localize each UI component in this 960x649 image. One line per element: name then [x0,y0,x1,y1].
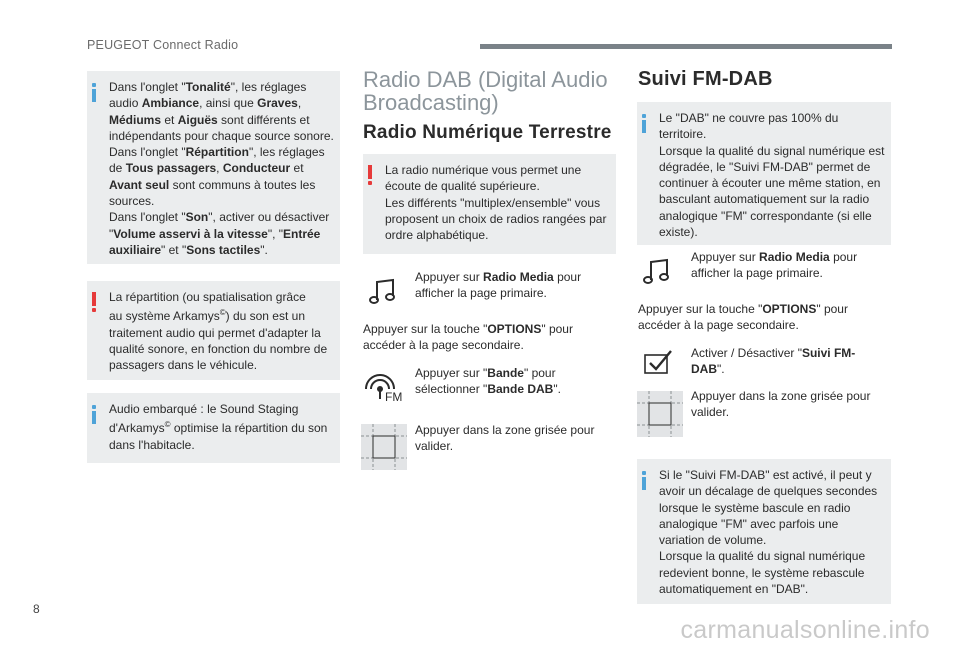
text-line: existe). [659,225,698,240]
info-box-text [659,110,891,240]
text-line: avoir un décalage de quelques secondes [659,484,878,499]
text-line: Le "DAB" ne couvre pas 100% du [659,111,839,125]
info-box-text [659,467,891,597]
text-line: Si le "Suivi FM-DAB" est activé, il peut y [659,468,872,482]
text-line: Appuyer sur "Bande" pour [415,366,556,380]
touch-zone-icon [637,391,683,437]
text-line: variation de volume. [659,533,767,548]
checkbox-icon [643,347,675,377]
music-note-icon [641,256,675,286]
text-line: proposent un choix de radios rangées par [385,211,607,226]
text-line: d'Arkamys© optimise la répartition du son [109,420,328,436]
text-line: Lorsque la qualité du signal numérique est [659,143,885,158]
text-line: indépendants pour chaque source sonore. [109,128,334,143]
page-number: 8 [33,602,40,616]
text-line: dégradée, le "Suivi FM-DAB" permet de [659,159,871,174]
text-line: Appuyer sur la touche "OPTIONS" pour [638,302,848,316]
step-text-valider [691,388,870,421]
page-header-title: PEUGEOT Connect Radio [87,38,239,52]
info-icon [92,405,96,424]
info-box-text [109,401,339,453]
text-line: Appuyer dans la zone grisée pour [691,389,871,403]
text-line: passagers dans le véhicule. [109,358,258,373]
info-box-suivi-active [637,459,891,604]
text-line: Lorsque la qualité du signal numérique [659,549,866,564]
text-line: territoire. [659,127,707,142]
music-note-icon [367,276,401,306]
text-line: basculant automatiquement sur la radio [659,192,870,207]
touch-zone-icon [361,424,407,470]
text-line: de Tous passagers, Conducteur et [109,161,304,176]
text-line: Activer / Désactiver "Suivi FM- [691,346,856,360]
text-line: valider. [691,405,730,420]
step-text-suivi-toggle [691,345,855,378]
text-line: qualité sonore, en fonction du nombre de [109,341,328,356]
text-line: Avant seul sont communs à toutes les [109,177,316,192]
text-line: écoute de qualité supérieure. [385,179,540,194]
text-line: lorsque le système bascule en radio [659,500,851,515]
section-title-radio-dab: Radio DAB (Digital Audio Broadcasting) [363,67,608,115]
fm-label: FM [385,390,403,404]
warning-box-repartition [87,281,340,380]
text-line: audio Ambiance, ainsi que Graves, [109,96,302,111]
info-icon [642,471,646,490]
text-line: DAB". [691,362,725,377]
text-line: au système Arkamys©) du son est un [109,308,305,324]
text-line: sources. [109,194,155,209]
text-line: accéder à la page secondaire. [638,318,799,333]
info-box-tonalite [87,71,340,264]
watermark: carmanualsonline.info [680,616,930,644]
text-line: dans l'habitacle. [109,437,195,452]
text-line: La répartition (ou spatialisation grâce [109,290,306,304]
warning-icon [368,165,372,185]
text-line: redevient bonne, le système rebascule [659,565,865,580]
step-text-radio-media [691,249,857,282]
text-line: "Volume asservi à la vitesse", "Entrée [109,226,321,241]
warning-icon [92,292,96,312]
text-line: La radio numérique vous permet une [385,163,582,177]
warning-box-radio-numerique [363,154,616,254]
info-box-text [109,79,339,258]
text-line: Médiums et Aiguës sont différents et [109,112,310,127]
text-line: automatiquement en "DAB". [659,582,809,597]
text-line: Dans l'onglet "Son", activer ou désactiver [109,210,330,225]
warning-box-text [109,289,339,373]
text-line: Appuyer sur Radio Media pour [415,270,582,284]
text-line: Appuyer sur la touche "OPTIONS" pour [363,322,573,336]
text-line: accéder à la page secondaire. [363,338,524,353]
text-line: continuer à écouter une même station, en [659,176,881,191]
text-line: Appuyer dans la zone grisée pour [415,423,595,437]
text-line: ordre alphabétique. [385,228,489,243]
info-box-dab-coverage [637,102,891,245]
fm-radio-icon [362,365,404,405]
text-line: sélectionner "Bande DAB". [415,382,561,397]
paragraph-options [638,301,848,334]
text-line: analogique "FM" avec parfois une [659,516,839,531]
text-line: traitement audio qui permet d'adapter la [109,325,321,340]
section-subtitle-radio-numerique: Radio Numérique Terrestre [363,122,612,143]
info-icon [642,114,646,133]
text-line: Dans l'onglet "Tonalité", les réglages [109,80,307,94]
text-line: Les différents "multiplex/ensemble" vous [385,195,601,210]
text-line: Appuyer sur Radio Media pour [691,250,858,264]
warning-box-text [385,162,615,243]
text-line: Audio embarqué : le Sound Staging [109,402,299,416]
step-text-valider [415,422,594,455]
section-title-suivi-fm-dab: Suivi FM-DAB [638,68,773,90]
text-line: analogique "FM" correspondante (si elle [659,208,872,223]
header-divider-bar [480,44,892,49]
step-text-radio-media [415,269,581,302]
text-line: valider. [415,439,454,454]
text-line: afficher la page primaire. [691,266,823,281]
step-text-bande [415,365,561,398]
info-icon [92,83,96,102]
text-line: Dans l'onglet "Répartition", les réglages [109,145,325,160]
text-line: auxiliaire" et "Sons tactiles". [109,242,268,257]
paragraph-options [363,321,573,354]
text-line: afficher la page primaire. [415,286,547,301]
info-box-sound-staging [87,393,340,463]
